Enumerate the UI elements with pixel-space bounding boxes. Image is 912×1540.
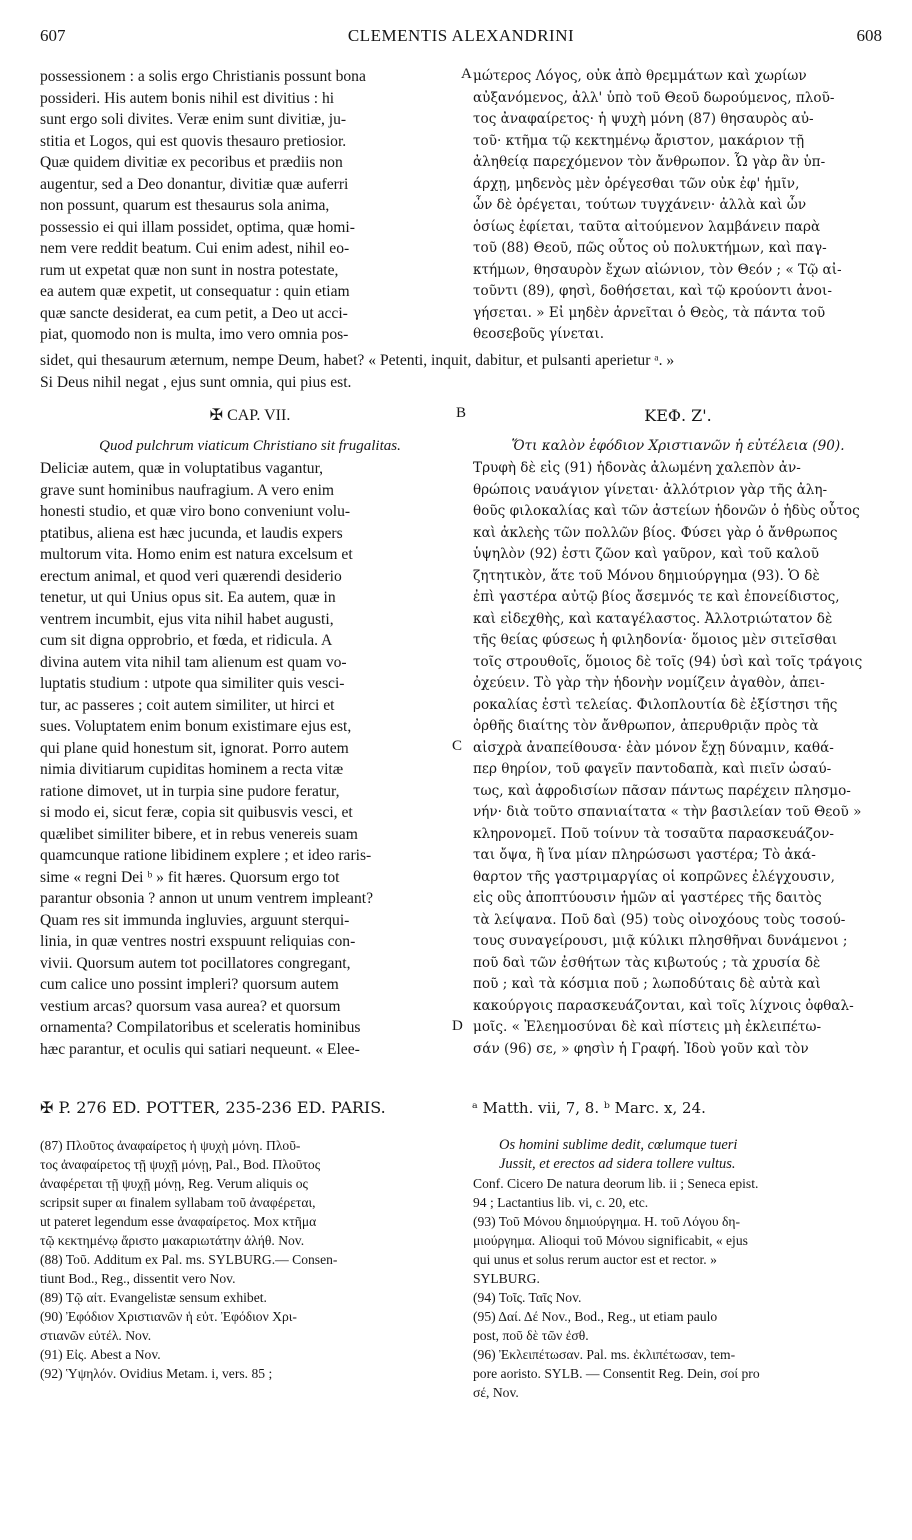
footnote-line: SYLBURG. xyxy=(473,1271,540,1286)
footnote-line: Conf. Cicero De natura deorum lib. ii ; Seneca epist. xyxy=(473,1176,759,1191)
chapter-head-latin xyxy=(40,404,460,464)
text-line: multorum vita. Homo enim est natura excelsum et xyxy=(40,546,353,563)
text-line: ποῦ δαὶ τῶν ἐσθήτων τὰς κιβωτούς ; τὰ χρυσία δὲ xyxy=(473,954,821,971)
text-line: τοῦ· κτῆμα τῷ κεκτημένῳ ἄριστον, μακάριον τῇ xyxy=(473,132,805,149)
text-line: εἰς οὓς ἀποπτύουσιν ἡμῶν αἱ γαστέρες τῆς δαιτὸς xyxy=(473,890,822,906)
text-line: ptatibus, aliena est hæc jucunda, et laudis expers xyxy=(40,524,343,542)
text-line: vestium arcas? quorsum vasa aurea? et quorsum xyxy=(40,997,341,1015)
text-line: cum sit digna opprobrio, et fœda, et ridicula. A xyxy=(40,632,333,649)
text-line: θεοσεβοῦς γίνεται. xyxy=(473,326,605,342)
ovid-quote xyxy=(473,1136,883,1174)
full-width-lines xyxy=(40,350,880,393)
text-line: Quam res sit immunda ingluvies, arguunt sterqui- xyxy=(40,911,350,929)
text-line: τος ἀναφαίρετος· ἡ ψυχὴ μόνη (87) θησαυρὸς αὐ- xyxy=(473,111,814,127)
scripture-references: ᵃ Matth. vii, 7, 8. ᵇ Marc. x, 24. xyxy=(472,1099,706,1117)
footnote-line: post, ποῦ δὲ τῶν ἐσθ. xyxy=(473,1328,589,1343)
footnote-line: ἀναφέρεται τῇ ψυχῇ μόνῃ, Reg. Verum aliquis ος xyxy=(40,1176,308,1191)
footnote-line: (94) Τοῖς. Ταῖς Nov. xyxy=(473,1290,582,1305)
text-line: augentur, sed a Deo donantur, divitiæ quæ auferri xyxy=(40,175,349,193)
footnote-line: τος ἀναφαίρετος τῇ ψυχῇ μόνῃ, Pal., Bod. Πλοῦτος xyxy=(40,1157,321,1172)
text-line: piat, quomodo non is multa, imo vero omnia pos- xyxy=(40,326,349,343)
text-line: non possunt, quarum est thesaurus sola anima, xyxy=(40,197,330,214)
footnote-line: σέ, Nov. xyxy=(473,1385,519,1400)
text-line: rum ut expetat quæ non sunt in nostra potestate, xyxy=(40,261,339,279)
text-line: possessionem : a solis ergo Christianis possunt bona xyxy=(40,68,366,85)
text-line: θρώποις ναυάγιον γίνεται· ἀλλότριον γὰρ τῆς ἀλη- xyxy=(473,481,828,498)
margin-marker-a: A xyxy=(461,66,472,82)
text-line: tur, ac passeres ; coit autem similiter, ut hirci et xyxy=(40,696,335,714)
text-line: μώτερος Λόγος, οὐκ ἀπὸ θρεμμάτων καὶ χωρίων xyxy=(473,68,807,84)
footnote-line: 94 ; Lactantius lib. vi, c. 20, etc. xyxy=(473,1195,649,1210)
text-line: σάν (96) σε, » φησὶν ἡ Γραφή. Ἰδοὺ γοῦν καὶ τὸν xyxy=(473,1040,809,1057)
quote-line: Os homini sublime dedit, cœlumque tueri xyxy=(499,1137,738,1153)
latin-column-body xyxy=(40,458,463,1064)
text-line: ται ὄψα, ἢ ἵνα μίαν πληρώσωσι γαστέρα; Τὸ ἀκά- xyxy=(473,847,816,863)
text-line: τους συναγείρουσι, μιᾷ κύλικι πλησθῆναι δυνάμενοι ; xyxy=(473,933,848,949)
margin-marker-c: C xyxy=(452,738,463,754)
text-line: divina autem vita nihil tam alienum est quam vo- xyxy=(40,653,347,671)
text-line: cum calice uno possint impleri? quorsum autem xyxy=(40,976,339,993)
text-line: parantur obsonia ? annon ut unum ventrem impleant? xyxy=(40,890,374,907)
text-line: vivii. Quorsum autem tot pocillatores congregant, xyxy=(40,954,351,972)
text-line: luptatis studium : utpote qua similiter quis vesci- xyxy=(40,675,345,692)
footnote-line: (96) Ἐκλειπέτωσαν. Pal. ms. ἐκλιπέτωσαν, tem- xyxy=(473,1347,736,1362)
text-line: hæc parantur, et oculis qui satiari nequeunt. « Elee- xyxy=(40,1040,360,1058)
text-line: τοῦντι (89), φησὶ, δοθήσεται, καὶ τῷ κρούοντι ἀνοι- xyxy=(473,283,832,299)
footnote-line: μιούργημα. Alioqui τοῦ Μόνου significabit, « ejus xyxy=(473,1233,748,1248)
text-line: honesti studio, et quæ viro bono conveniunt volu- xyxy=(40,503,351,520)
footnote-line: (95) Δαί. Δέ Nov., Bod., Reg., ut etiam paulo xyxy=(473,1309,718,1324)
text-line: τὰ λείψανα. Ποῦ δαὶ (95) τοὺς οἰνοχόους τοὺς τοσού- xyxy=(473,911,846,928)
text-line: αὐξανόμενος, ἀλλ' ὑπὸ τοῦ Θεοῦ δωρούμενος, πλοῦ- xyxy=(473,89,835,106)
text-line: quælibet similiter bibere, et in rebus venereis suam xyxy=(40,825,358,843)
text-line: linia, in quæ ventres nostri exspuunt reliquias con- xyxy=(40,933,356,950)
text-line: ventrem incumbit, ejus vita nihil habet augusti, xyxy=(40,610,334,628)
text-line: sidet, qui thesaurum æternum, nempe Deum, habet? « Petenti, inquit, dabitur, et pulsanti aperietur ᵃ. » xyxy=(40,352,675,369)
text-line: quamcunque ratione libidinem explere ; et ideo raris- xyxy=(40,847,372,864)
text-line: θαρτον τῆς γαστριμαργίας οἱ κοπρῶνες ἐλέγχουσιν, xyxy=(473,868,835,885)
text-line: τῆς θείας φύσεως ἡ φιληδονία· ὅμοιος μὲν σιτεῖσθαι xyxy=(473,632,838,648)
footnote-line: ut pateret legendum esse ἀναφαίρετος. Mox κτῆμα xyxy=(40,1214,317,1229)
text-line: τοῦ (88) Θεοῦ, πῶς οὗτος οὐ πολυκτήμων, καὶ παγ- xyxy=(473,240,827,256)
edition-line: ✠ P. 276 ED. POTTER, 235-236 ED. PARIS. xyxy=(40,1098,386,1117)
text-line: νήν· διὰ τοῦτο σπανιαίτατα « τὴν βασιλείαν τοῦ Θεοῦ » xyxy=(473,804,862,820)
text-line: ornamenta? Compilatoribus et sceleratis hominibus xyxy=(40,1019,361,1036)
footnote-line: pore aoristo. SYLB. — Consentit Reg. Dein, σοί pro xyxy=(473,1366,760,1381)
text-line: Deliciæ autem, quæ in voluptatibus vagantur, xyxy=(40,460,324,477)
footnote-line: scripsit super αι finalem syllabam τοῦ ἀναφέρεται, xyxy=(40,1195,316,1210)
text-line: sues. Voluptatem enim bonum existimare ejus est, xyxy=(40,718,352,735)
latin-column-top xyxy=(40,66,460,348)
page-number-left: 607 xyxy=(40,26,66,45)
text-line: sunt ergo soli divites. Veræ enim sunt divitiæ, ju- xyxy=(40,111,347,128)
text-line: ratione dimovet, ut in turpia sine pudore feratur, xyxy=(40,782,340,800)
margin-marker-b: B xyxy=(456,405,467,421)
footnotes-right-list xyxy=(473,1174,883,1402)
text-line: ὑψηλὸν (92) ἐστι ζῶον καὶ γαῦρον, καὶ τοῦ καλοῦ xyxy=(473,546,819,562)
text-line: Τρυφὴ δὲ εἰς (91) ἡδονὰς ἀλωμένη χαλεπὸν ἀν- xyxy=(473,460,801,476)
text-line: τως, καὶ ἀφροδισίων πᾶσαν πάντως παρέχειν πλησμο- xyxy=(473,782,851,799)
text-line: περ θηρίον, τοῦ φαγεῖν παντοδαπὰ, καὶ πιεῖν ὡσαύ- xyxy=(473,761,832,777)
text-line: nem vere reddit beatum. Cui enim adest, nihil eo- xyxy=(40,240,350,257)
chapter-subtitle-greek: Ὅτι καλὸν ἐφόδιον Χριστιανῶν ἡ εὐτέλεια (90). xyxy=(511,438,845,454)
text-line: possessio ei qui illam possidet, optima, quæ homi- xyxy=(40,218,355,236)
text-line: ποῦ ; καὶ τὰ κόσμια ποῦ ; λωποδύταις δὲ αὐτὰ καὶ xyxy=(473,976,821,992)
footnote-line: (92) Ὑψηλόν. Ovidius Metam. i, vers. 85 ; xyxy=(40,1366,273,1381)
greek-column-top xyxy=(473,66,883,348)
footnote-line: (88) Τοῦ. Additum ex Pal. ms. SYLBURG.— Consen- xyxy=(40,1252,338,1267)
text-line: θοῦς φιλοκαλίας καὶ τῶν ἀστείων ἡδονῶν ὁ ἡδὺς οὗτος xyxy=(473,503,860,519)
text-line: possideri. His autem bonis nihil est divitius : hi xyxy=(40,89,335,107)
page-number-right: 608 xyxy=(856,26,882,45)
footnotes-left xyxy=(40,1136,460,1396)
footnote-line: (93) Τοῦ Μόνου δημιούργημα. Η. τοῦ Λόγου δη- xyxy=(473,1214,741,1229)
chapter-heading-latin: ✠ CAP. VII. xyxy=(209,407,291,424)
footnote-line: (91) Εἰς. Abest a Nov. xyxy=(40,1347,161,1362)
text-line: κακούργοις παρασκευάζονται, καὶ τοῖς λίχνοις ὀφθαλ- xyxy=(473,997,854,1014)
text-line: Si Deus nihil negat , ejus sunt omnia, qui pius est. xyxy=(40,373,352,391)
text-line: quæ sancte desiderat, ea cum petit, a Deo ut acci- xyxy=(40,304,348,322)
text-line: αἰσχρὰ ἀναπείθουσα· ἐὰν μόνον ἔχῃ δύναμιν, καθά- xyxy=(473,739,834,756)
chapter-heading-greek: ΚΕΦ. Ζ'. xyxy=(644,406,712,425)
text-line: ροκαλίας ἐστὶ τελείας. Φιλοπλουτία δὲ ἐξίστησι τῆς xyxy=(473,696,838,713)
text-line: ἀληθείᾳ παρεχόμενον τὸν ἄνθρωπον. Ὧ γὰρ ἂν ὑπ- xyxy=(473,154,826,170)
text-line: γήσεται. » Εἰ μηδὲν ἀρνεῖται ὁ Θεὸς, τὰ πάντα τοῦ xyxy=(473,304,826,321)
footnote-line: (89) Τῷ αἰτ. Evangelistæ sensum exhibet. xyxy=(40,1290,267,1305)
chapter-head-greek xyxy=(473,404,883,464)
text-line: sime « regni Dei ᵇ » fit hæres. Quorsum ergo tot xyxy=(40,868,340,886)
footnote-line: qui unus et solus rerum auctor est et rector. » xyxy=(473,1252,717,1267)
text-line: ὁσίως ἐφίεται, ταῦτα αἰτούμενον λαμβάνειν παρὰ xyxy=(473,218,821,235)
page-header xyxy=(40,26,882,52)
text-line: qui plane quid honestum sit, ignorat. Porro autem xyxy=(40,739,349,757)
text-line: stitia et Logos, qui est quovis thesauro pretiosior. xyxy=(40,132,347,150)
greek-column-body xyxy=(473,458,883,1064)
text-line: κτήμων, θησαυρὸν ἔχων αἰώνιον, τὸν Θεόν ; « Τῷ αἰ- xyxy=(473,261,842,278)
margin-marker-d: D xyxy=(452,1018,463,1034)
text-line: ἐπὶ γαστέρα αὐτῷ βίος ἄσεμνός τε καὶ ἐπονείδιστος, xyxy=(473,589,840,605)
text-line: μοῖς. « Ἐλεημοσύναι δὲ καὶ πίστεις μὴ ἐκλειπέτω- xyxy=(473,1019,822,1035)
running-title: CLEMENTIS ALEXANDRINI xyxy=(347,26,575,45)
text-line: si modo ei, sicut feræ, copia sit quibusvis vesci, et xyxy=(40,804,353,821)
text-line: κληρονομεῖ. Ποῦ τοίνυν τὰ τοσαῦτα παρασκευάζον- xyxy=(473,825,834,842)
text-line: ὧν δὲ ὀρέγεται, τούτων τυγχάνειν· ἀλλὰ καὶ ὧν xyxy=(473,197,807,213)
text-line: ὀχεύειν. Τὸ γὰρ τὴν ἡδονὴν νομίζειν ἀγαθὸν, ἀπει- xyxy=(473,675,825,691)
text-line: nimia divitiarum cupiditas hominem a recta vitæ xyxy=(40,761,344,778)
quote-line: Jussit, et erectos ad sidera tollere vultus. xyxy=(499,1156,736,1172)
footnote-line: στιανῶν εὐτέλ. Nov. xyxy=(40,1328,152,1343)
text-line: καὶ ἀκλεὴς τῶν πολλῶν βίος. Φύσει γὰρ ὁ ἄνθρωπος xyxy=(473,524,838,541)
footnote-line: tiunt Bod., Reg., dissentit vero Nov. xyxy=(40,1271,236,1286)
text-line: ζητητικὸν, ἅτε τοῦ Μόνου δημιούργημα (93). Ὁ δὲ xyxy=(473,567,820,584)
footnote-line: (90) Ἐφόδιον Χριστιανῶν ἡ εὐτ. Ἐφόδιον Χρι- xyxy=(40,1309,297,1324)
text-line: τοῖς στρουθοῖς, ὅμοιος δὲ τοῖς (94) ὑσὶ καὶ τοῖς τράγοις xyxy=(473,653,863,670)
text-line: erectum animal, et quod veri quærendi desiderio xyxy=(40,567,342,585)
text-line: ea autem quæ expetit, ut consequatur : quin etiam xyxy=(40,283,350,300)
footnotes-right xyxy=(473,1136,883,1426)
text-line: άρχῃ, μηδενὸς μὲν ὀρέγεσθαι τῶν οὐκ ἐφ' ἡμῖν, xyxy=(473,175,800,192)
chapter-subtitle-latin: Quod pulchrum viaticum Christiano sit frugalitas. xyxy=(99,438,401,454)
footnote-line: (87) Πλοῦτος ἀναφαίρετος ἡ ψυχὴ μόνη. Πλοῦ- xyxy=(40,1138,301,1153)
footnote-line: τῷ κεκτημένῳ ἄριστο μακαριωτάτην ἀλήθ. Nov. xyxy=(40,1233,305,1248)
text-line: καὶ εἰδεχθὴς, καὶ καταγέλαστος. Ἀλλοτριώτατον δὲ xyxy=(473,610,833,627)
text-line: ὀρθῆς διαίτης τὸν ἄνθρωπον, ἀπερυθριᾷν πρὸς τὰ xyxy=(473,718,819,734)
text-line: tenetur, ut qui Unius opus sit. Ea autem, quæ in xyxy=(40,589,336,606)
text-line: grave sunt hominibus naufragium. A vero enim xyxy=(40,481,335,499)
text-line: Quæ quidem divitiæ ex pecoribus et prædiis non xyxy=(40,154,343,171)
